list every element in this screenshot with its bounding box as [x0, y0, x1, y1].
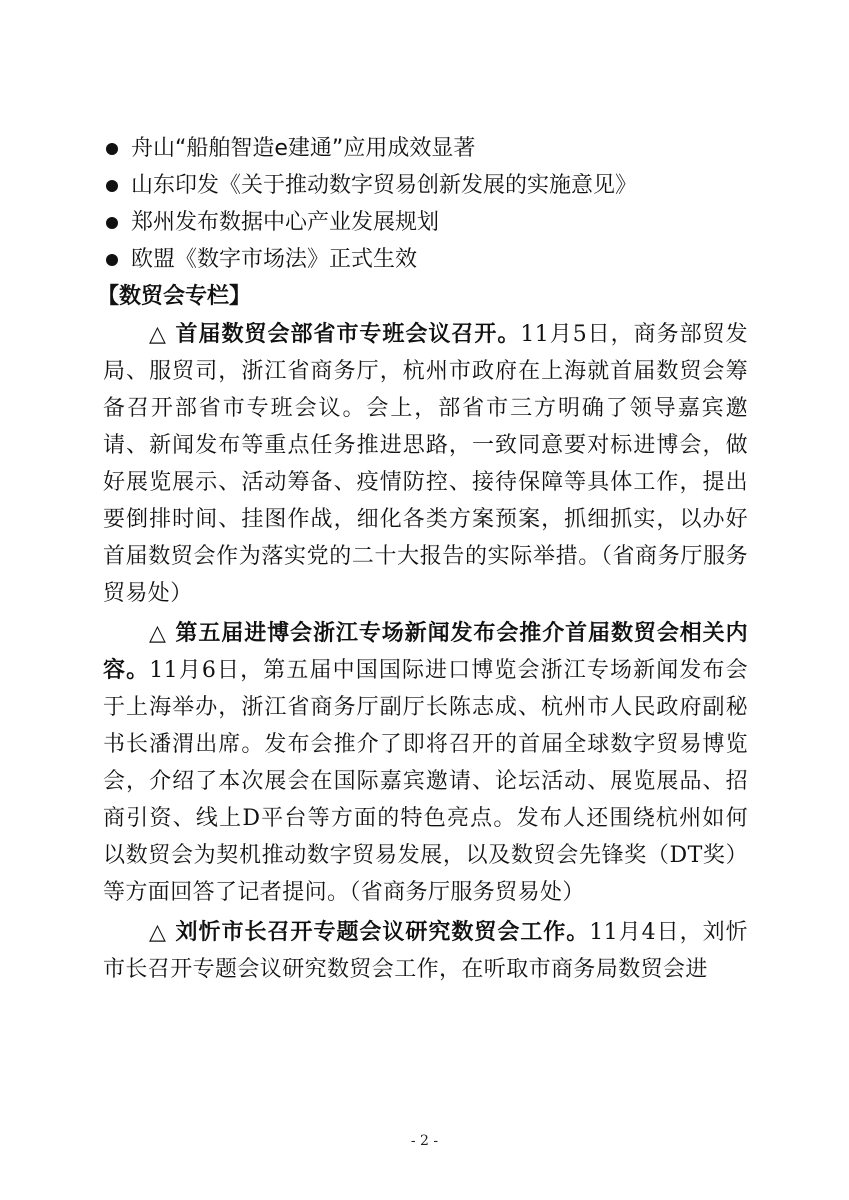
bullet-dot-icon: [106, 143, 118, 155]
bullet-text: 舟山“船舶智造e建通”应用成效显著: [131, 136, 476, 161]
bullet-dot-icon: [106, 217, 118, 229]
bullet-text: 郑州发布数据中心产业发展规划: [131, 210, 440, 235]
bullet-dot-icon: [106, 254, 118, 266]
bullet-item: [103, 167, 748, 204]
page-content: [97, 130, 748, 988]
news-bullet-list: [103, 130, 748, 278]
news-paragraph: [103, 913, 748, 988]
news-paragraph: [103, 315, 748, 612]
paragraph-body: 11月6日，第五届中国国际进口博览会浙江专场新闻发布会于上海举办，浙江省商务厅副厅长陈志成、杭州市人民政府副秘书长潘渭出席。发布会推介了即将召开的首届全球数字贸易博览会，介绍了本次展会在国际嘉宾邀请、论坛活动、展览展品、招商引资、线上D平台等方面的特色亮点。发布人还围绕杭州如何以数贸会为契机推动数字贸易发展，以及数贸会先锋奖（DT奖）等方面回答了记者提问。（省商务厅服务贸易处）: [103, 658, 748, 905]
section-title: 【数贸会专栏】: [97, 284, 252, 309]
bullet-dot-icon: [106, 180, 118, 192]
paragraph-headline: △ 第五届进博会浙江专场新闻发布会推介首届数贸会相关内容。: [103, 621, 748, 683]
bullet-text: 山东印发《关于推动数字贸易创新发展的实施意见》: [131, 173, 638, 198]
bullet-item: [103, 204, 748, 241]
page-number: - 2 -: [410, 1133, 439, 1149]
bullet-item: [103, 130, 748, 167]
bullet-item: [103, 241, 748, 278]
news-paragraph: [103, 614, 748, 911]
paragraph-body: 11月5日，商务部贸发局、服贸司，浙江省商务厅，杭州市政府在上海就首届数贸会筹备召开部省市专班会议。会上，部省市三方明确了领导嘉宾邀请、新闻发布等重点任务推进思路，一致同意要对标进博会，做好展览展示、活动筹备、疫情防控、接待保障等具体工作，提出要倒排时间、挂图作战，细化各类方案预案，抓细抓实，以办好首届数贸会作为落实党的二十大报告的实际举措。（省商务厅服务贸易处）: [103, 322, 748, 606]
paragraph-body: 11月4日，刘忻市长召开专题会议研究数贸会工作，在听取市商务局数贸会进: [103, 920, 748, 982]
bullet-text: 欧盟《数字市场法》正式生效: [131, 247, 418, 272]
paragraph-headline: △ 刘忻市长召开专题会议研究数贸会工作。: [149, 920, 590, 945]
paragraph-headline: △ 首届数贸会部省市专班会议召开。: [149, 322, 521, 347]
